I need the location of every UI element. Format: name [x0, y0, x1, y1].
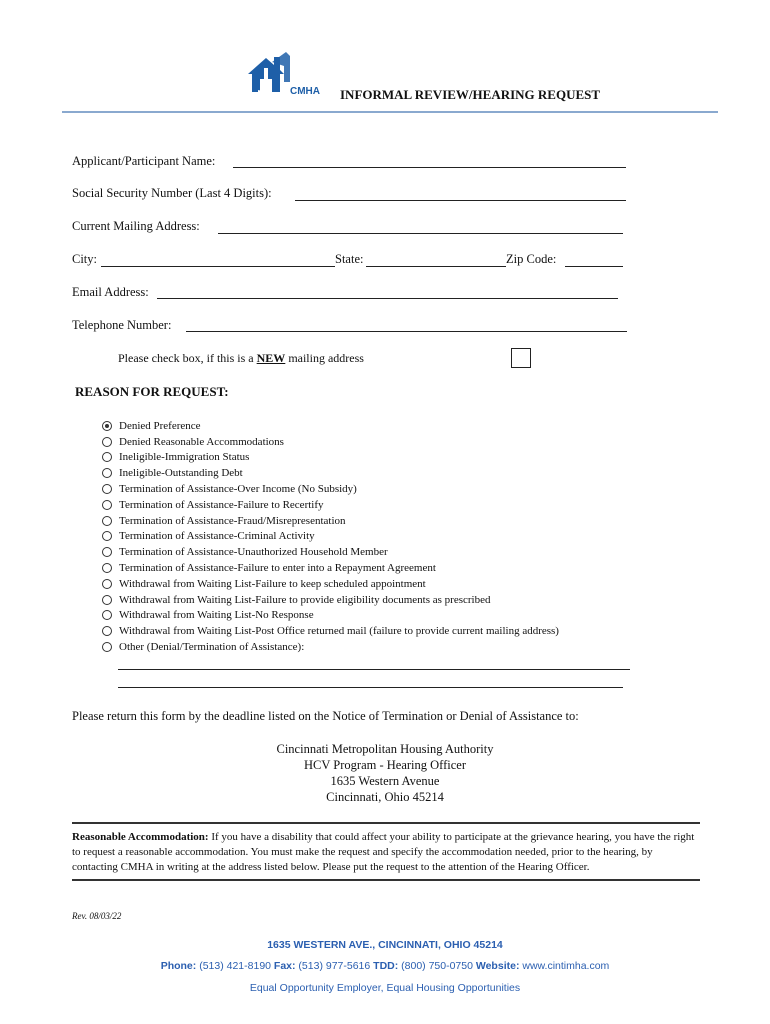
reason-option[interactable]	[102, 481, 662, 497]
reason-option[interactable]	[102, 544, 662, 560]
new-address-instruction	[118, 351, 364, 366]
reason-option-label: Withdrawal from Waiting List-Post Office returned mail (failure to provide current mailing address)	[119, 625, 559, 638]
applicant-name-label: Applicant/Participant Name:	[72, 154, 216, 168]
radio-button[interactable]	[102, 531, 112, 541]
address-line-4: Cincinnati, Ohio 45214	[326, 790, 444, 804]
reason-heading: REASON FOR REQUEST:	[75, 384, 229, 399]
radio-button[interactable]	[102, 516, 112, 526]
reason-option-label: Withdrawal from Waiting List-Failure to keep scheduled appointment	[119, 577, 426, 590]
state-label: State:	[335, 252, 364, 266]
new-address-prefix: Please check box, if this is a	[118, 351, 257, 365]
radio-button[interactable]	[102, 563, 112, 573]
footer-address: 1635 WESTERN AVE., CINCINNATI, OHIO 45214	[267, 939, 503, 951]
reason-option[interactable]	[102, 529, 662, 545]
address-line-1: Cincinnati Metropolitan Housing Authority	[276, 742, 494, 756]
accommodation-text: If you have a disability that could affect your ability to participate at the grievance hearing, you have the right to request a reasonable accommodation. You must make the request and specify the accommodation needed, prior to the hearing, by contacting CMHA in writing at the address listed below. Please put the request to the attention of the Hearing Officer.	[72, 831, 695, 873]
tdd-label: TDD:	[373, 960, 399, 972]
website-link[interactable]: www.cintimha.com	[519, 960, 610, 972]
new-address-checkbox[interactable]	[511, 348, 531, 368]
reason-option-label: Termination of Assistance-Failure to Recertify	[119, 498, 324, 511]
tdd-value: (800) 750-0750	[398, 960, 476, 972]
zip-field[interactable]	[565, 266, 623, 267]
new-address-suffix: mailing address	[285, 351, 364, 365]
reason-option-label: Withdrawal from Waiting List-Failure to provide eligibility documents as prescribed	[119, 593, 491, 606]
state-field[interactable]	[366, 266, 506, 267]
logo-text: CMHA	[290, 86, 320, 97]
reason-option[interactable]	[102, 576, 662, 592]
reason-options	[102, 418, 662, 655]
reason-option-label: Termination of Assistance-Unauthorized Household Member	[119, 546, 388, 559]
mailing-address-field[interactable]	[218, 233, 623, 234]
address-line-3: 1635 Western Avenue	[330, 774, 440, 788]
accommodation-notice	[72, 822, 700, 881]
reason-option[interactable]	[102, 418, 662, 434]
reason-option[interactable]	[102, 450, 662, 466]
reason-option[interactable]	[102, 434, 662, 450]
ssn-label: Social Security Number (Last 4 Digits):	[72, 186, 272, 200]
reason-option-label: Withdrawal from Waiting List-No Response	[119, 609, 314, 622]
phone-value: (513) 421-8190	[196, 960, 274, 972]
footer-contact	[0, 960, 770, 972]
email-label: Email Address:	[72, 285, 149, 299]
radio-button[interactable]	[102, 484, 112, 494]
radio-button[interactable]	[102, 468, 112, 478]
footer-eeo: Equal Opportunity Employer, Equal Housing Opportunities	[249, 982, 521, 994]
fax-label: Fax:	[273, 960, 296, 972]
radio-button[interactable]	[102, 437, 112, 447]
header-divider	[62, 111, 718, 113]
reason-option-label: Denied Reasonable Accommodations	[119, 435, 284, 448]
reason-option[interactable]	[102, 513, 662, 529]
radio-button[interactable]	[102, 626, 112, 636]
reason-option[interactable]	[102, 465, 662, 481]
reason-option[interactable]	[102, 497, 662, 513]
reason-option[interactable]	[102, 560, 662, 576]
other-reason-line-1[interactable]	[118, 669, 630, 670]
city-label: City:	[72, 252, 98, 266]
zip-label: Zip Code:	[506, 252, 557, 266]
radio-button[interactable]	[102, 452, 112, 462]
telephone-field[interactable]	[186, 331, 627, 332]
reason-option-label: Termination of Assistance-Fraud/Misrepresentation	[119, 514, 346, 527]
fax-value: (513) 977-5616	[295, 960, 374, 972]
reason-option-label: Denied Preference	[119, 419, 201, 432]
mailing-address-label: Current Mailing Address:	[72, 219, 200, 233]
ssn-field[interactable]	[295, 200, 626, 201]
revision-date: Rev. 08/03/22	[72, 911, 122, 921]
reason-option[interactable]	[102, 608, 662, 624]
website-label: Website:	[475, 960, 520, 972]
radio-button[interactable]	[102, 610, 112, 620]
radio-button[interactable]	[102, 642, 112, 652]
reason-option-label: Termination of Assistance-Over Income (No Subsidy)	[119, 483, 357, 496]
reason-option[interactable]	[102, 623, 662, 639]
new-address-emphasis: NEW	[256, 351, 286, 365]
applicant-name-field[interactable]	[233, 167, 626, 168]
radio-button[interactable]	[102, 421, 112, 431]
address-line-2: HCV Program - Hearing Officer	[304, 758, 466, 772]
page-title: INFORMAL REVIEW/HEARING REQUEST	[340, 87, 601, 102]
mailing-address-block	[0, 741, 770, 805]
other-reason-line-2[interactable]	[118, 687, 623, 688]
city-field[interactable]	[101, 266, 335, 267]
email-field[interactable]	[157, 298, 618, 299]
reason-option-label: Ineligible-Outstanding Debt	[119, 467, 243, 480]
reason-option-label: Termination of Assistance-Failure to enter into a Repayment Agreement	[119, 562, 436, 575]
reason-option[interactable]	[102, 639, 662, 655]
radio-button[interactable]	[102, 579, 112, 589]
reason-option-label: Other (Denial/Termination of Assistance):	[119, 641, 305, 654]
phone-label: Phone:	[160, 960, 197, 972]
reason-option[interactable]	[102, 592, 662, 608]
radio-button[interactable]	[102, 500, 112, 510]
reason-option-label: Ineligible-Immigration Status	[119, 451, 250, 464]
accommodation-label: Reasonable Accommodation:	[72, 831, 209, 843]
reason-option-label: Termination of Assistance-Criminal Activity	[119, 530, 315, 543]
radio-button[interactable]	[102, 595, 112, 605]
telephone-label: Telephone Number:	[72, 318, 172, 332]
radio-button[interactable]	[102, 547, 112, 557]
return-instruction: Please return this form by the deadline listed on the Notice of Termination or Denial of Assistance to:	[72, 709, 579, 723]
